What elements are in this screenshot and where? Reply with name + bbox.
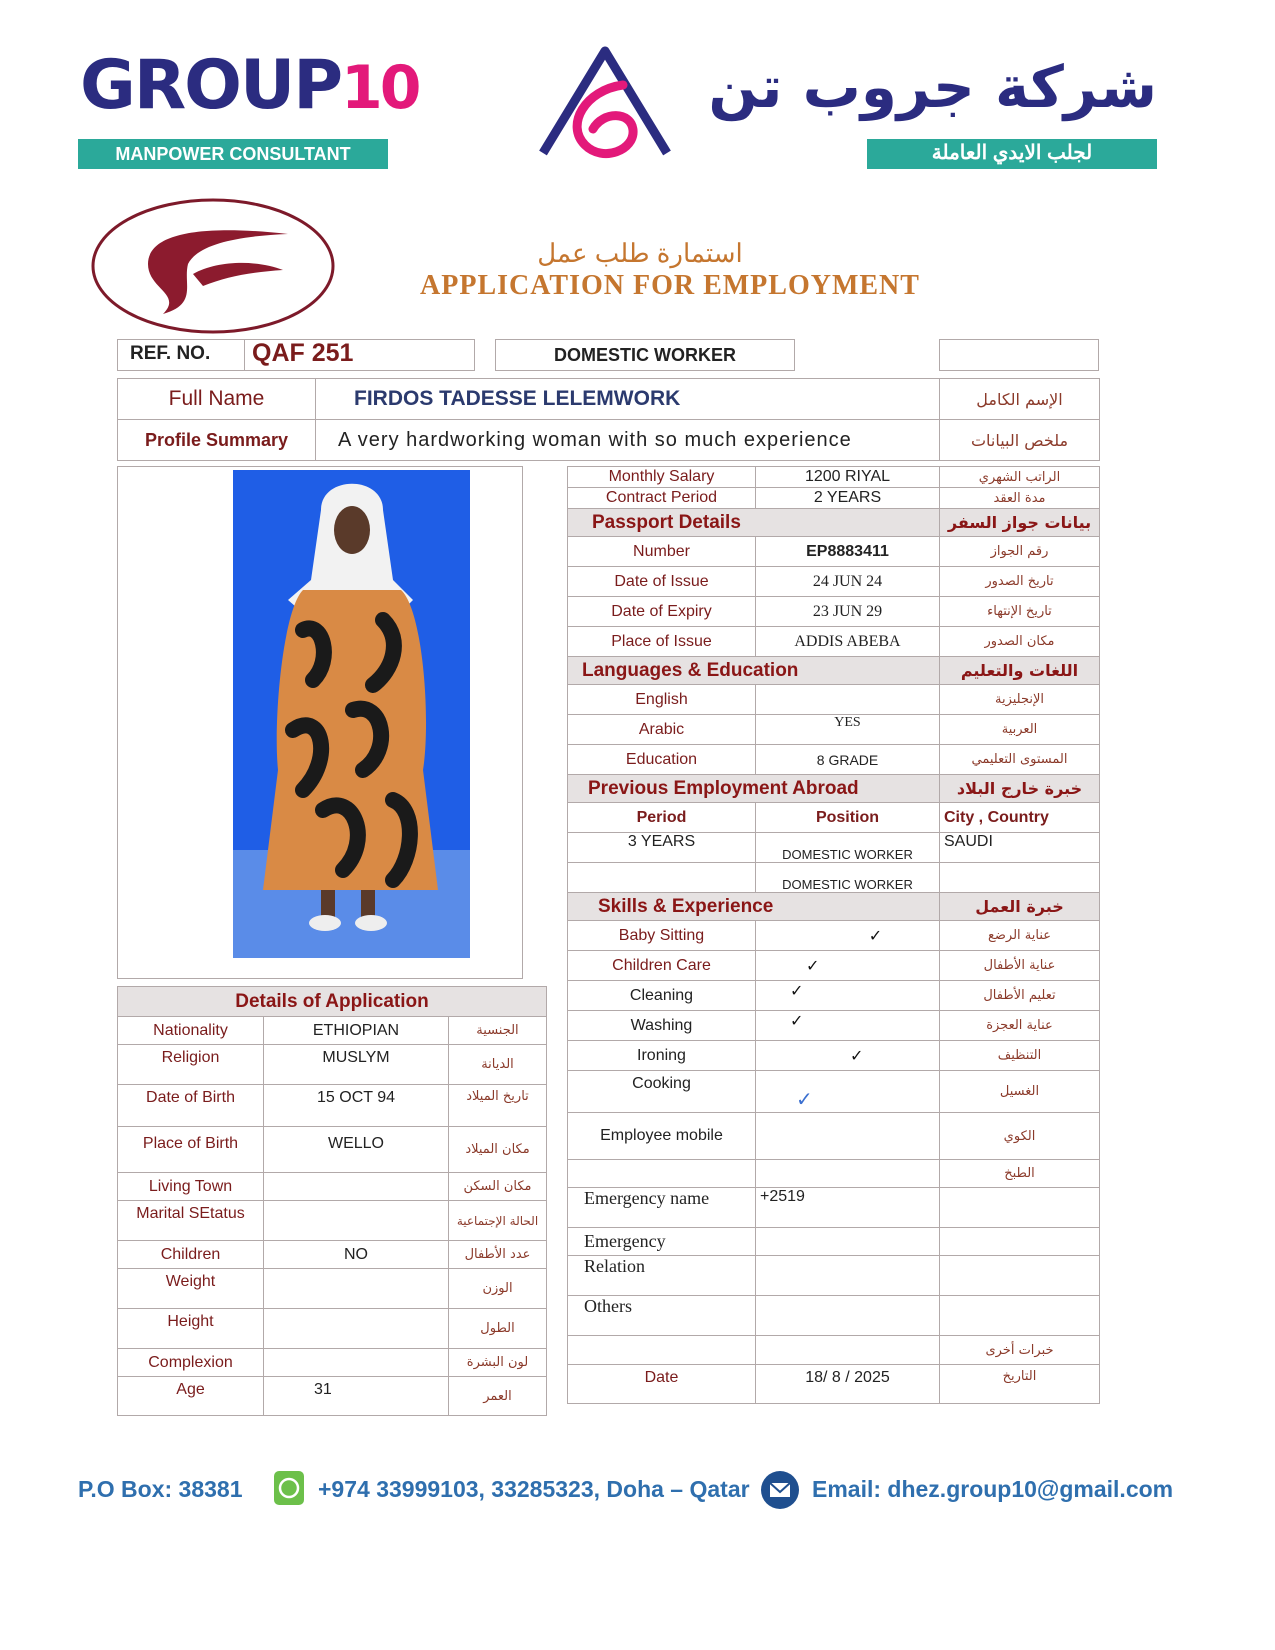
contract-period-label: Contract Period <box>568 488 756 509</box>
religion-value: MUSLYM <box>264 1045 449 1085</box>
skill-arabic: عناية العجزة <box>940 1011 1100 1041</box>
arabic-label: Arabic <box>568 715 756 745</box>
skill-arabic: عناية الأطفال <box>940 951 1100 981</box>
employment-period-2 <box>568 863 756 893</box>
place-of-issue-arabic: مكان الصدور <box>940 627 1100 657</box>
employment-position-1: DOMESTIC WORKER <box>756 833 940 863</box>
english-arabic: الإنجليزية <box>940 685 1100 715</box>
skill-arabic: التنظيف <box>940 1041 1100 1071</box>
height-arabic: الطول <box>449 1309 547 1349</box>
height-label: Height <box>118 1309 264 1349</box>
living-town-arabic: مكان السكن <box>449 1173 547 1201</box>
email-address: Email: dhez.group10@gmail.com <box>812 1476 1174 1502</box>
period-header: Period <box>568 803 756 833</box>
brand-main: GROUP <box>80 46 342 125</box>
details-section-title: Details of Application <box>118 987 547 1017</box>
contract-period-value: 2 YEARS <box>756 488 940 509</box>
age-label: Age <box>118 1377 264 1416</box>
form-title: APPLICATION FOR EMPLOYMENT <box>420 270 920 301</box>
ref-empty-box <box>939 339 1099 371</box>
marital-status-arabic: الحالة الإجتماعية <box>449 1201 547 1241</box>
issue-date-value: 24 JUN 24 <box>756 567 940 597</box>
children-label: Children <box>118 1241 264 1269</box>
place-of-birth-label: Place of Birth <box>118 1127 264 1173</box>
place-of-issue-value: ADDIS ABEBA <box>756 627 940 657</box>
religion-label: Religion <box>118 1045 264 1085</box>
employment-section-title: Previous Employment Abroad <box>568 775 940 803</box>
skill-arabic: تعليم الأطفال <box>940 981 1100 1011</box>
place-of-issue-label: Place of Issue <box>568 627 756 657</box>
dob-arabic: تاريخ الميلاد <box>449 1085 547 1127</box>
skill-arabic: الكوي <box>940 1113 1100 1160</box>
children-value: NO <box>264 1241 449 1269</box>
form-title-arabic: استمارة طلب عمل <box>537 238 743 268</box>
passport-number-label: Number <box>568 537 756 567</box>
religion-arabic: الديانة <box>449 1045 547 1085</box>
issue-date-label: Date of Issue <box>568 567 756 597</box>
height-value <box>264 1309 449 1349</box>
arabic-arabic: العربية <box>940 715 1100 745</box>
emergency-label: Emergency <box>568 1228 756 1256</box>
skill-label: Cooking <box>568 1071 756 1113</box>
dob-value: 15 OCT 94 <box>264 1085 449 1127</box>
emergency-value <box>756 1228 940 1256</box>
center-logo-icon <box>535 45 675 165</box>
employment-place-2 <box>940 863 1100 893</box>
monthly-salary-arabic: الراتب الشهري <box>940 467 1100 488</box>
english-label: English <box>568 685 756 715</box>
skill-check-icon: ✓ <box>756 921 940 951</box>
living-town-label: Living Town <box>118 1173 264 1201</box>
name-profile-table <box>117 378 1100 461</box>
skill-check-icon: ✓ <box>756 981 940 1011</box>
ref-number: QAF 251 <box>252 339 354 367</box>
english-value <box>756 685 940 715</box>
passport-number-arabic: رقم الجواز <box>940 537 1100 567</box>
employment-place-1: SAUDI <box>940 833 1100 863</box>
skill-label: Children Care <box>568 951 756 981</box>
contract-period-arabic: مدة العقد <box>940 488 1100 509</box>
brand-logo-text <box>80 46 419 125</box>
right-details-table <box>567 466 1100 1404</box>
weight-arabic: الوزن <box>449 1269 547 1309</box>
arabic-value: YES <box>756 715 940 745</box>
complexion-value <box>264 1349 449 1377</box>
expiry-date-value: 23 JUN 29 <box>756 597 940 627</box>
city-country-header: City , Country <box>940 803 1100 833</box>
skill-label: Baby Sitting <box>568 921 756 951</box>
passport-section-arabic: بيانات جواز السفر <box>940 509 1100 537</box>
skill-arabic: الغسيل <box>940 1071 1100 1113</box>
full-name-arabic: الإسم الكامل <box>940 379 1100 420</box>
skill-label: Washing <box>568 1011 756 1041</box>
employment-section-arabic: خبرة خارج البلاد <box>940 775 1100 803</box>
complexion-label: Complexion <box>118 1349 264 1377</box>
date-label: Date <box>568 1365 756 1404</box>
passport-number-value: EP8883411 <box>756 537 940 567</box>
full-name-value: FIRDOS TADESSE LELEMWORK <box>316 379 940 420</box>
profile-summary-label: Profile Summary <box>118 420 316 461</box>
issue-date-arabic: تاريخ الصدور <box>940 567 1100 597</box>
others-label: Others <box>568 1296 756 1336</box>
emergency-name-value: +2519 <box>756 1188 940 1228</box>
blank-label <box>568 1160 756 1188</box>
dob-label: Date of Birth <box>118 1085 264 1127</box>
emergency-name-label: Emergency name <box>568 1188 756 1228</box>
employment-period-1: 3 YEARS <box>568 833 756 863</box>
skill-label: Cleaning <box>568 981 756 1011</box>
brand-arabic-name: شركة جروب تن <box>708 53 1157 121</box>
profile-summary-value: A very hardworking woman with so much experience <box>316 420 940 461</box>
passport-section-title: Passport Details <box>568 509 940 537</box>
whatsapp-icon <box>273 1470 305 1506</box>
employee-mobile-label: Employee mobile <box>568 1113 756 1160</box>
age-arabic: العمر <box>449 1377 547 1416</box>
phone-numbers: +974 33999103, 33285323, Doha – Qatar <box>318 1476 750 1502</box>
applicant-photo <box>233 470 470 958</box>
full-name-label: Full Name <box>118 379 316 420</box>
date-value: 18/ 8 / 2025 <box>756 1365 940 1404</box>
brand-number: 10 <box>341 53 419 123</box>
monthly-salary-value: 1200 RIYAL <box>756 467 940 488</box>
languages-section-arabic: اللغات والتعليم <box>940 657 1100 685</box>
date-arabic: التاريخ <box>940 1365 1100 1404</box>
skill-check-icon: ✓ <box>756 951 940 981</box>
weight-value <box>264 1269 449 1309</box>
education-arabic: المستوى التعليمي <box>940 745 1100 775</box>
relation-label: Relation <box>568 1256 756 1296</box>
monthly-salary-label: Monthly Salary <box>568 467 756 488</box>
position-applied: DOMESTIC WORKER <box>495 339 795 371</box>
profile-summary-arabic: ملخص البيانات <box>940 420 1100 461</box>
email-icon <box>760 1470 800 1510</box>
brand-arabic-subtitle: لجلب الايدي العاملة <box>867 139 1157 169</box>
languages-section-title: Languages & Education <box>568 657 940 685</box>
expiry-date-label: Date of Expiry <box>568 597 756 627</box>
skill-label: Ironing <box>568 1041 756 1071</box>
company-emblem-icon <box>88 194 338 339</box>
skill-arabic: الطبخ <box>940 1160 1100 1188</box>
complexion-arabic: لون البشرة <box>449 1349 547 1377</box>
children-arabic: عدد الأطفال <box>449 1241 547 1269</box>
blank-value <box>756 1160 940 1188</box>
skill-check-icon: ✓ <box>756 1011 940 1041</box>
education-label: Education <box>568 745 756 775</box>
living-town-value <box>264 1173 449 1201</box>
brand-subtitle: MANPOWER CONSULTANT <box>78 139 388 169</box>
skills-section-arabic: خبرة العمل <box>940 893 1100 921</box>
marital-status-value <box>264 1201 449 1241</box>
marital-status-label: Marital SEtatus <box>118 1201 264 1241</box>
ref-label: REF. NO. <box>130 343 211 364</box>
others-value <box>756 1296 940 1336</box>
education-value: 8 GRADE <box>756 745 940 775</box>
expiry-date-arabic: تاريخ الإنتهاء <box>940 597 1100 627</box>
nationality-value: ETHIOPIAN <box>264 1017 449 1045</box>
skills-section-title: Skills & Experience <box>568 893 940 921</box>
other-experience-arabic: خبرات أخرى <box>940 1336 1100 1365</box>
place-of-birth-arabic: مكان الميلاد <box>449 1127 547 1173</box>
nationality-arabic: الجنسية <box>449 1017 547 1045</box>
place-of-birth-value: WELLO <box>264 1127 449 1173</box>
skill-check-icon: ✓ <box>756 1041 940 1071</box>
nationality-label: Nationality <box>118 1017 264 1045</box>
position-header: Position <box>756 803 940 833</box>
skill-check-icon: ✓ <box>756 1071 940 1113</box>
employee-mobile-value <box>756 1113 940 1160</box>
application-details-table <box>117 986 547 1416</box>
employment-position-2: DOMESTIC WORKER <box>756 863 940 893</box>
skill-arabic: عناية الرضع <box>940 921 1100 951</box>
age-value: 31 <box>264 1377 449 1416</box>
relation-value <box>756 1256 940 1296</box>
po-box: P.O Box: 38381 <box>78 1476 243 1502</box>
weight-label: Weight <box>118 1269 264 1309</box>
